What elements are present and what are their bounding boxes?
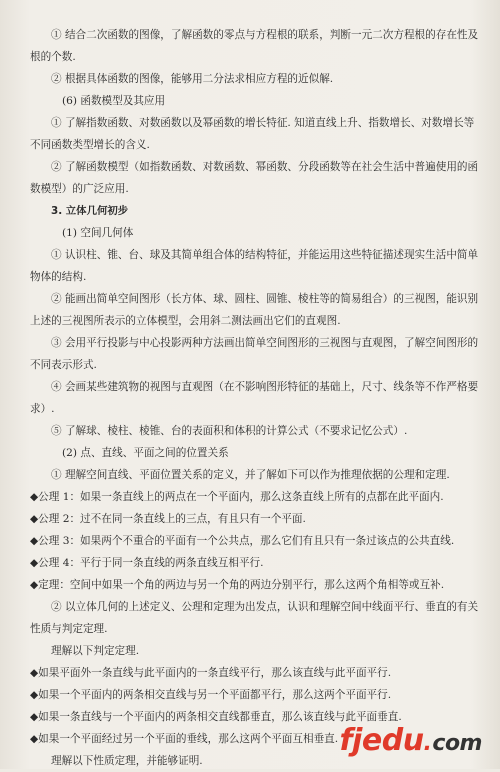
axiom-item: ◆如果一个平面内的两条相交直线与另一个平面都平行，那么这两个平面平行. xyxy=(30,689,392,701)
section-heading: 3. 立体几何初步 xyxy=(51,205,129,217)
paragraph: ② 以立体几何的上述定义、公理和定理为出发点，认识和理解空间中线面平行、垂直的有关性质与判定定理. xyxy=(30,601,479,635)
axiom-item: ◆公理 3：如果两个不重合的平面有一个公共点，那么它们有且只有一条过该点的公共直线. xyxy=(30,535,455,547)
axiom-item: ◆定理：空间中如果一个角的两边与另一个角的两边分别平行，那么这两个角相等或互补. xyxy=(30,579,445,591)
watermark-tld: com xyxy=(432,731,482,756)
axiom-item: ◆如果一个平面经过另一个平面的垂线，那么这两个平面互相垂直. xyxy=(30,733,339,745)
site-watermark xyxy=(340,724,482,761)
paragraph: ① 了解指数函数、对数函数以及幂函数的增长特征. 知道直线上升、指数增长、对数增长等不同函数类型增长的含义. xyxy=(30,117,475,151)
paragraph: ④ 会画某些建筑物的视图与直观图（在不影响图形特征的基础上，尺寸、线条等不作严格要求）. xyxy=(30,381,479,415)
paragraph: ③ 会用平行投影与中心投影两种方法画出简单空间图形的三视图与直观图，了解空间图形的不同表示形式. xyxy=(30,337,479,371)
paragraph: ② 了解函数模型（如指数函数、对数函数、幂函数、分段函数等在社会生活中普遍使用的函数模型）的广泛应用. xyxy=(30,161,479,195)
paragraph: 理解以下判定定理. xyxy=(51,645,140,657)
paragraph: ② 根据具体函数的图像，能够用二分法求相应方程的近似解. xyxy=(51,73,334,85)
axiom-item: ◆如果一条直线与一个平面内的两条相交直线都垂直，那么该直线与此平面垂直. xyxy=(30,711,402,723)
paragraph: 理解以下性质定理，并能够证明. xyxy=(51,755,203,767)
paragraph: ① 认识柱、锥、台、球及其简单组合体的结构特征，并能运用这些特征描述现实生活中简单物体的结构. xyxy=(30,249,479,283)
watermark-dot: . xyxy=(423,731,432,756)
paragraph: (1) 空间几何体 xyxy=(62,227,134,239)
document-body xyxy=(30,24,482,772)
axiom-item: ◆公理 1：如果一条直线上的两点在一个平面内，那么这条直线上所有的点都在此平面内. xyxy=(30,491,444,503)
paragraph: ① 理解空间直线、平面位置关系的定义，并了解如下可以作为推理依据的公理和定理. xyxy=(51,469,450,481)
axiom-item: ◆公理 2：过不在同一条直线上的三点，有且只有一个平面. xyxy=(30,513,306,525)
axiom-item: ◆公理 4：平行于同一条直线的两条直线互相平行. xyxy=(30,557,264,569)
paragraph: ① 结合二次函数的图像，了解函数的零点与方程根的联系，判断一元二次方程根的存在性及根的个数. xyxy=(30,29,479,63)
paragraph: ② 能画出简单空间图形（长方体、球、圆柱、圆锥、棱柱等的简易组合）的三视图，能识别上述的三视图所表示的立体模型，会用斜二测法画出它们的直观图. xyxy=(30,293,479,327)
paragraph: (2) 点、直线、平面之间的位置关系 xyxy=(62,447,229,459)
paragraph: (6) 函数模型及其应用 xyxy=(62,95,166,107)
paragraph: ⑤ 了解球、棱柱、棱锥、台的表面积和体积的计算公式（不要求记忆公式）. xyxy=(51,425,408,437)
axiom-item: ◆如果平面外一条直线与此平面内的一条直线平行，那么该直线与此平面平行. xyxy=(30,667,392,679)
watermark-brand: fjedu xyxy=(339,723,424,758)
